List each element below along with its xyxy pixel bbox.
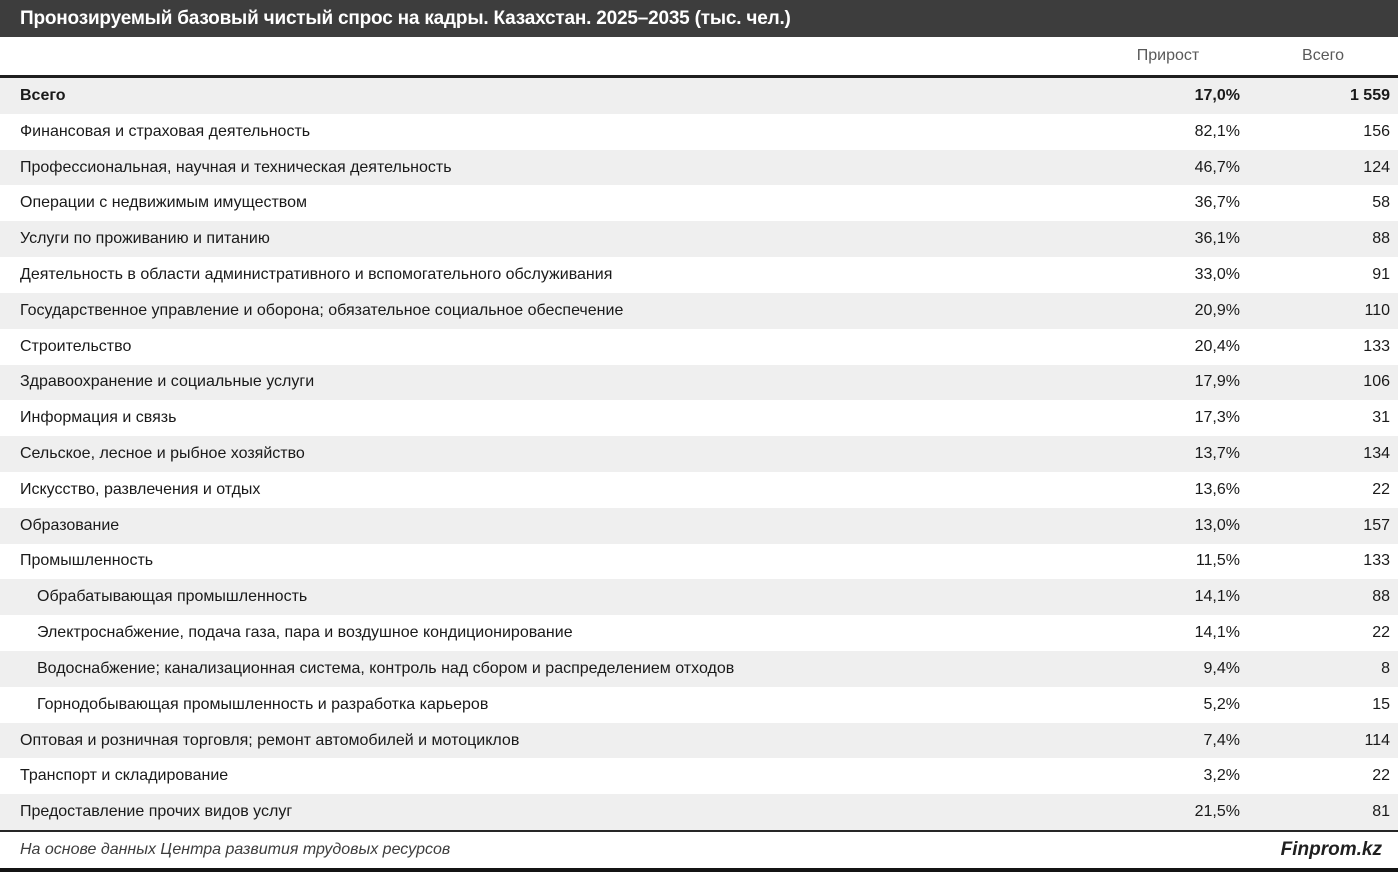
row-label: Образование	[20, 516, 120, 534]
row-label: Горнодобывающая промышленность и разработка карьеров	[37, 695, 489, 713]
table-row	[0, 329, 1398, 365]
row-label: Профессиональная, научная и техническая деятельность	[20, 158, 452, 176]
row-total-value: 81	[1372, 803, 1390, 821]
table-row	[0, 794, 1398, 830]
row-total-value: 124	[1363, 158, 1390, 176]
table-row	[0, 221, 1398, 257]
row-growth-value: 13,7%	[1194, 445, 1240, 463]
column-header-row	[0, 37, 1398, 78]
row-label: Промышленность	[20, 552, 154, 570]
row-growth-value: 13,6%	[1194, 480, 1240, 498]
row-label: Предоставление прочих видов услуг	[20, 803, 293, 821]
row-growth-value: 14,1%	[1194, 624, 1240, 642]
row-total-value: 22	[1372, 767, 1390, 785]
table-row	[0, 758, 1398, 794]
row-total-value: 91	[1372, 265, 1390, 283]
row-label: Сельское, лесное и рыбное хозяйство	[20, 445, 305, 463]
row-total-value: 133	[1363, 337, 1390, 355]
table-row	[0, 651, 1398, 687]
table-row	[0, 579, 1398, 615]
table-row	[0, 615, 1398, 651]
row-label: Искусство, развлечения и отдых	[20, 480, 261, 498]
row-growth-value: 14,1%	[1194, 588, 1240, 606]
row-label: Транспорт и складирование	[20, 767, 229, 785]
table-row	[0, 365, 1398, 401]
table-row	[0, 150, 1398, 186]
column-header-total: Всего	[1302, 47, 1344, 64]
row-growth-value: 3,2%	[1203, 767, 1240, 785]
source-note: На основе данных Центра развития трудовых ресурсов	[20, 841, 451, 858]
table-row	[0, 400, 1398, 436]
row-growth-value: 46,7%	[1194, 158, 1240, 176]
row-growth-value: 20,9%	[1194, 301, 1240, 319]
row-total-value: 133	[1363, 552, 1390, 570]
row-label: Информация и связь	[20, 409, 177, 427]
row-growth-value: 9,4%	[1203, 659, 1240, 677]
row-growth-value: 13,0%	[1194, 516, 1240, 534]
row-total-value: 22	[1372, 480, 1390, 498]
table-row	[0, 687, 1398, 723]
table-row	[0, 508, 1398, 544]
row-label: Оптовая и розничная торговля; ремонт автомобилей и мотоциклов	[20, 731, 520, 749]
row-label: Государственное управление и оборона; обязательное социальное обеспечение	[20, 301, 624, 319]
row-label: Услуги по проживанию и питанию	[20, 230, 270, 248]
footer	[0, 830, 1398, 872]
row-growth-value: 20,4%	[1194, 337, 1240, 355]
column-header-growth: Прирост	[1136, 47, 1200, 64]
row-total-value: 22	[1372, 624, 1390, 642]
row-total-value: 88	[1372, 230, 1390, 248]
table-row	[0, 257, 1398, 293]
row-growth-value: 17,3%	[1194, 409, 1240, 427]
row-total-value: 8	[1381, 659, 1390, 677]
table-row-total	[0, 78, 1398, 114]
row-total-value: 58	[1372, 194, 1390, 212]
row-total-value: 156	[1363, 122, 1390, 140]
row-label: Финансовая и страховая деятельность	[20, 122, 311, 140]
row-label: Операции с недвижимым имуществом	[20, 194, 308, 212]
row-growth-value: 82,1%	[1194, 122, 1240, 140]
table-row	[0, 723, 1398, 759]
row-growth-value: 33,0%	[1194, 265, 1240, 283]
table-body	[0, 78, 1398, 830]
row-total-value: 110	[1364, 301, 1390, 319]
table-row	[0, 436, 1398, 472]
row-growth-value: 17,9%	[1194, 373, 1240, 391]
row-label: Электроснабжение, подача газа, пара и воздушное кондиционирование	[37, 624, 573, 642]
row-total-value: 114	[1364, 731, 1390, 749]
row-growth-value: 36,7%	[1194, 194, 1240, 212]
row-total-value: 15	[1372, 695, 1390, 713]
row-label: Всего	[20, 86, 66, 104]
table-row	[0, 472, 1398, 508]
row-total-value: 88	[1372, 588, 1390, 606]
row-label: Строительство	[20, 337, 132, 355]
row-growth-value: 21,5%	[1194, 803, 1240, 821]
row-growth-value: 7,4%	[1203, 731, 1240, 749]
brand-logo: Finprom.kz	[1280, 839, 1382, 860]
row-label: Деятельность в области административного и вспомогательного обслуживания	[20, 265, 613, 283]
row-label: Водоснабжение; канализационная система, контроль над сбором и распределением отходов	[37, 659, 735, 677]
row-total-value: 106	[1363, 373, 1390, 391]
row-growth-value: 11,5%	[1195, 552, 1240, 570]
row-label: Обрабатывающая промышленность	[37, 588, 308, 606]
row-total-value: 31	[1372, 409, 1390, 427]
row-growth-value: 36,1%	[1194, 230, 1240, 248]
table-row	[0, 293, 1398, 329]
row-label: Здравоохранение и социальные услуги	[20, 373, 315, 391]
row-growth-value: 5,2%	[1203, 695, 1240, 713]
row-total-value: 157	[1363, 516, 1390, 534]
row-total-value: 1 559	[1349, 86, 1390, 104]
row-growth-value: 17,0%	[1194, 86, 1240, 104]
title-bar	[0, 0, 1398, 37]
row-total-value: 134	[1363, 445, 1390, 463]
table-row	[0, 544, 1398, 580]
page-title: Пронозируемый базовый чистый спрос на кадры. Казахстан. 2025–2035 (тыс. чел.)	[20, 7, 791, 29]
table-row	[0, 114, 1398, 150]
table-row	[0, 185, 1398, 221]
